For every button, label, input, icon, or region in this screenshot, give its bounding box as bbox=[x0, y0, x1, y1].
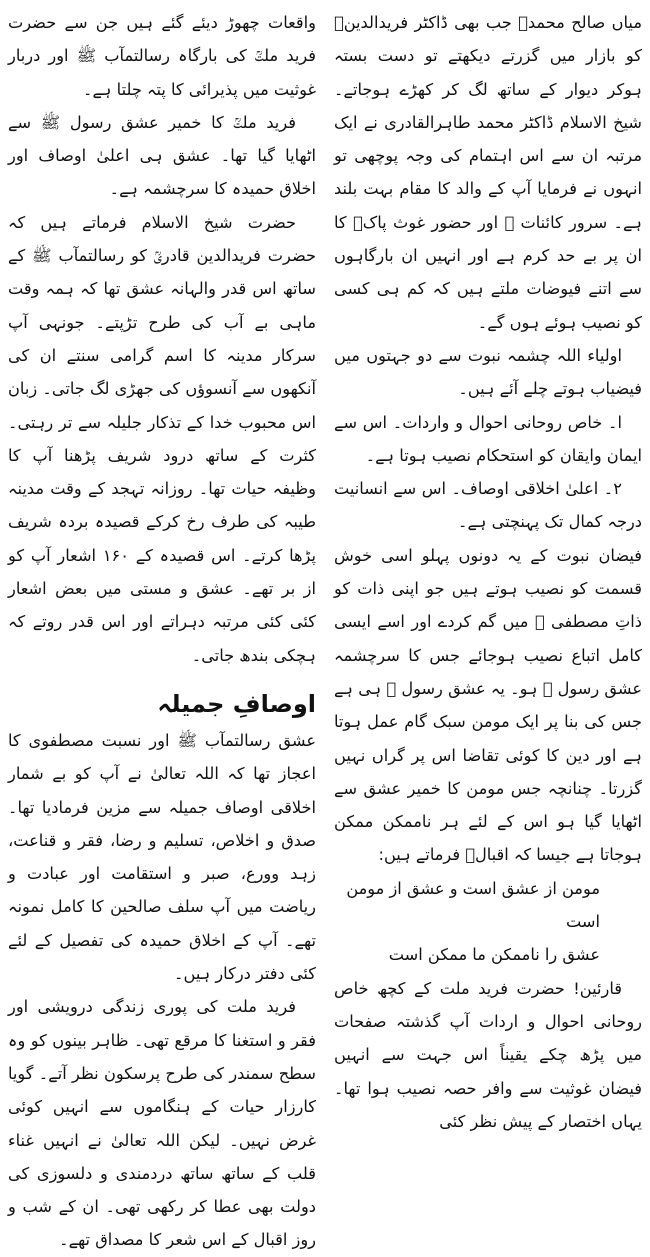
list-item: ا۔ خاص روحانی احوال و واردات۔ اس سے ایمان وایقان کو استحکام نصیب ہوتا ہے۔ bbox=[334, 412, 642, 465]
paragraph: واقعات چھوڑ دیئے گئے ہیں جن سے حضرت فرید ملتؒ کی بارگاہ رسالتمآب ﷺ اور دربار غوثیت میں پذیرائی کا پتہ چلتا ہے۔ bbox=[8, 13, 316, 99]
verse-line: عشق را ناممکن ما ممکن است bbox=[388, 945, 600, 965]
paragraph: قارئین! حضرت فرید ملت کے کچھ خاص روحانی احوال و اردات آپ گذشتہ صفحات میں پڑھ چکے یقیناً اس جہت سے انہیں فیضان غوثیت سے وافر حصہ نصیب ہوا تھا۔ یہاں اختصار کے پیش نظر کئی bbox=[334, 978, 642, 1131]
paragraph: فرید ملتؒ کا خمیر عشق رسول ﷺ سے اٹھایا گیا تھا۔ عشق ہی اعلیٰ اوصاف اور اخلاق حمیدہ کا سرچشمہ ہے۔ bbox=[8, 112, 316, 199]
verse-line: مومن از عشق است و عشق از مومن است bbox=[346, 878, 600, 932]
paragraph: فیضان نبوت کے یہ دونوں پہلو اسی خوش قسمت کو نصیب ہوتے ہیں جو اپنی ذات کو ذاتِ مصطفی ﷺ میں گم کردے اور اسے ایسی کامل اتباع نصیب ہوجائے جس کا سرچشمہ عشق رسول ﷺ ہو۔ یہ عشق رسول ﷺ ہی ہے جس کی بنا پر ایک مومن سبک گام عمل ہوتا ہے اور دین کا کوئی تقاضا اس پر گراں نہیں گزرتا۔ چنانچہ جس مومن کا خمیر عشق سے اٹھایا گیا ہو اس کے لئے ہر ناممکن ممکن ہوجاتا ہے جیسا کہ اقبالؒ فرماتے ہیں: bbox=[334, 545, 642, 865]
left-column bbox=[8, 6, 316, 1257]
list-item: ۲۔ اعلیٰ اخلاقی اوصاف۔ اس سے انسانیت درجہ کمال تک پہنچتی ہے۔ bbox=[334, 479, 642, 532]
paragraph: فرید ملت کی پوری زندگی درویشی اور فقر و استغنا کا مرقع تھی۔ ظاہر بینوں کو وہ سطح سمندر کی طرح پرسکون نظر آتے۔ گویا کارزار حیات کے ہنگاموں سے انہیں کوئی غرض نہیں۔ لیکن اللہ تعالیٰ نے انہیں غناء قلب کے ساتھ ساتھ دردمندی و دلسوزی کی دولت بھی عطا کر رکھی تھی۔ ان کے شب و روز اقبال کے اس شعر کا مصداق تھے۔ bbox=[8, 997, 316, 1250]
right-column bbox=[334, 6, 642, 1138]
section-heading: اوصافِ جمیلہ bbox=[157, 689, 316, 718]
paragraph: حضرت شیخ الاسلام فرماتے ہیں کہ حضرت فریدالدین قادریؒ کو رسالتمآب ﷺ کے ساتھ اس قدر والہانہ عشق تھا کہ ہمہ وقت ماہی بے آب کی طرح تڑپتے۔ جونہی آپ سرکار مدینہ کا اسم گرامی سنتے ان کی آنکھوں سے آنسوؤں کی جھڑی لگ جاتی۔ زبان اس محبوب خدا کے تذکار جلیلہ سے تر رہتی۔ کثرت کے ساتھ درود شریف پڑھنا آپ کا وظیفہ حیات تھا۔ روزانہ تہجد کے وقت مدینہ طیبہ کی طرف رخ کرکے قصیدہ بردہ شریف پڑھا کرتے۔ اس قصیدہ کے ۱۶۰ اشعار آپ کو از بر تھے۔ عشق و مستی میں بعض اشعار کئی کئی مرتبہ دہراتے اور اس قدر روتے کہ ہچکی بندھ جاتی۔ bbox=[8, 212, 316, 665]
paragraph: اولیاء اللہ چشمہ نبوت سے دو جہتوں میں فیضیاب ہوتے چلے آئے ہیں۔ bbox=[334, 345, 642, 399]
paragraph: میاں صالح محمدؒ جب بھی ڈاکٹر فریدالدینؒ کو بازار میں گزرتے دیکھتے تو دست بستہ ہوکر دیوار کے ساتھ لگ کر کھڑے ہوجاتے۔ شیخ الاسلام ڈاکٹر محمد طاہرالقادری نے ایک مرتبہ ان سے اس اہتمام کی وجہ پوچھی تو انہوں نے فرمایا آپ کے والد کا مقام بہت بلند ہے۔ سرور کائنات ﷺ اور حضور غوث پاکؓ کا ان پر بے حد کرم ہے اور انہیں ان بارگاہوں سے اتنے فیوضات ملتے ہیں کہ کم ہی کسی کو نصیب ہوئے ہوں گے۔ bbox=[334, 13, 642, 332]
paragraph: عشق رسالتمآب ﷺ اور نسبت مصطفوی کا اعجاز تھا کہ اللہ تعالیٰ نے آپ کو بے شمار اخلاقی اوصاف جمیلہ سے مزین فرمادیا تھا۔ صدق و اخلاص، تسلیم و رضا، فقر و قناعت، زہد وورع، صبر و استقامت اور عبادت و ریاضت میں آپ سلف صالحین کا کامل نمونہ تھے۔ آپ کے اخلاق حمیدہ کی تفصیل کے لئے کئی دفتر درکار ہیں۔ bbox=[8, 730, 316, 984]
